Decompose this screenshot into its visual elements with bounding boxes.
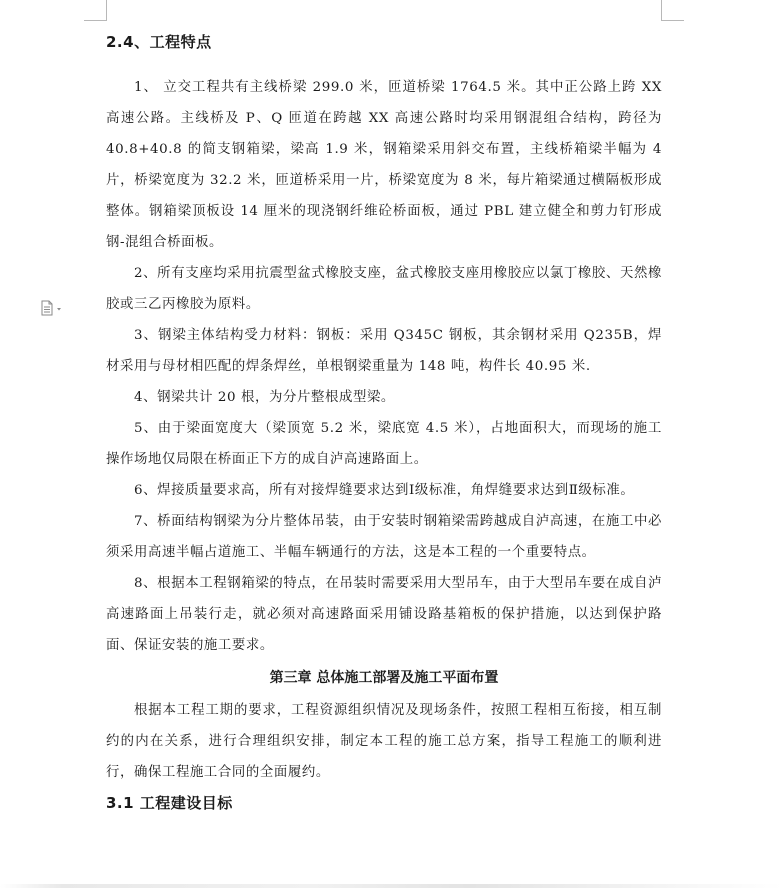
section-heading: 2.4、工程特点 (106, 33, 212, 51)
bottom-toolbar-edge (0, 884, 782, 888)
paragraph-7: 7、桥面结构钢梁为分片整体吊装，由于安装时钢箱梁需跨越成自泸高速，在施工中必须采用高速半幅占道施工、半幅车辆通行的方法，这是本工程的一个重要特点。 (106, 514, 662, 560)
page-corner-mark-left (84, 0, 107, 21)
paragraph-4: 4、钢梁共计 20 根，为分片整根成型梁。 (134, 390, 395, 405)
paragraph-3: 3、钢梁主体结构受力材料：钢板：采用 Q345C 钢板，其余钢材采用 Q235B，焊材采用与母材相匹配的焊条焊丝，单根钢梁重量为 148 吨，构件长 40.95 米. (106, 328, 662, 374)
subsection-heading: 3.1 工程建设目标 (106, 794, 233, 812)
chapter-paragraph: 根据本工程工期的要求，工程资源组织情况及现场条件，按照工程相互衔接，相互制约的内在关系，进行合理组织安排，制定本工程的施工总方案，指导工程施工的顺利进行，确保工程施工合同的全面履约。 (106, 703, 662, 780)
document-icon[interactable] (40, 300, 66, 316)
paragraph-2: 2、所有支座均采用抗震型盆式橡胶支座，盆式橡胶支座用橡胶应以氯丁橡胶、天然橡胶或三乙丙橡胶为原料。 (106, 266, 662, 312)
paragraph-5: 5、由于梁面宽度大（梁顶宽 5.2 米，梁底宽 4.5 米），占地面积大，而现场的施工操作场地仅局限在桥面正下方的成自泸高速路面上。 (106, 421, 662, 467)
paragraph-1: 1、 立交工程共有主线桥梁 299.0 米，匝道桥梁 1764.5 米。其中正公路上跨 XX 高速公路。主线桥及 P、Q 匝道在跨越 XX 高速公路时均采用钢混组合结构，跨径为 40.8+40.8 的简支钢箱梁，梁高 1.9 米，钢箱梁采用斜交布置，主线桥箱梁半幅为 4 片，桥梁宽度为 32.2 米，匝道桥采用一片，桥梁宽度为 8 米，每片箱梁通过横隔板形成整体。钢箱梁顶板设 14 厘米的现浇钢纤维砼桥面板，通过 PBL 建立健全和剪力钉形成钢-混组合桥面板。 (106, 80, 662, 250)
document-body (106, 27, 662, 818)
paragraph-6: 6、焊接质量要求高，所有对接焊缝要求达到Ⅰ级标准，角焊缝要求达到Ⅱ级标准。 (134, 483, 635, 498)
page-corner-mark-right (661, 0, 684, 21)
chapter-title: 第三章 总体施工部署及施工平面布置 (269, 670, 499, 686)
document-icon-graphic (40, 300, 66, 316)
paragraph-8: 8、根据本工程钢箱梁的特点，在吊装时需要采用大型吊车，由于大型吊车要在成自泸高速路面上吊装行走，就必须对高速路面采用铺设路基箱板的保护措施，以达到保护路面、保证安装的施工要求。 (106, 576, 662, 653)
